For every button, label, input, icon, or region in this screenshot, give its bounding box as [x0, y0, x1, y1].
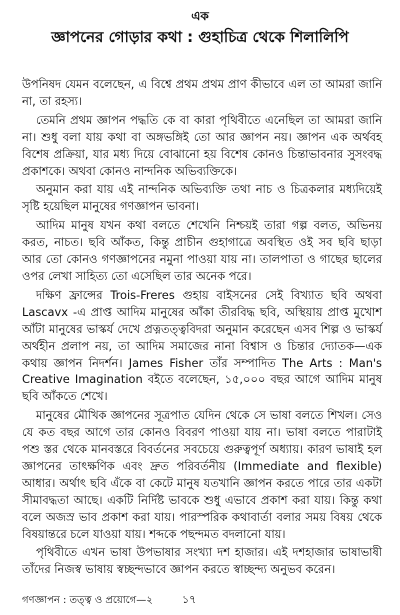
book-footer-label: গণজ্ঞাপন : তত্ত্ব ও প্রয়োগে—২	[22, 595, 153, 606]
paragraph-3: অনুমান করা যায় এই নান্দনিক অভিব্যক্তি তথা নাচ ও চিত্রকলার মধ্যদিয়েই সৃষ্টি হয়েছিল মানুষের গণজ্ঞাপন ভাবনা।	[22, 182, 382, 214]
paragraph-4: আদিম মানুষ যখন কথা বলতে শেখেনি নিশ্চয়ই তারা গল্প বলত, অভিনয় করত, নাচত। ছবি আঁকত, কিন্তু প্রাচীন গুহাগাত্রে অবস্থিত ওই সব ছবি ছাড়া আর তো কোনও গণজ্ঞাপনের নমুনা পাওয়া যায় না। তালপাতা ও গাছের ছালের ওপর লেখা সাহিত্য তো এসেছিল তার অনেক পরে।	[22, 218, 382, 283]
body-text	[22, 76, 382, 578]
page-number: ১৭	[182, 593, 197, 606]
chapter-label: এক	[191, 9, 209, 23]
paragraph-1: উপনিষদ যেমন বলেছেন, এ বিশ্বে প্রথম প্রথম প্রাণ কীভাবে এল তা আমরা জানি না, তা রহস্য।	[22, 77, 382, 108]
chapter-title: জ্ঞাপনের গোড়ার কথা : গুহাচিত্র থেকে শিলালিপি	[51, 28, 349, 46]
paragraph-7: পৃথিবীতে এখন ভাষা উপভাষার সংখ্যা দশ হাজার। এই দশহাজার ভাষাভাষী তাঁদের নিজস্ব ভাষায় স্বচ্ছন্দভাবে জ্ঞাপন করতে স্বাচ্ছন্দ্য অনুভব করেন।	[22, 545, 382, 577]
paragraph-2: তেমনি প্রথম জ্ঞাপন পদ্ধতি কে বা কারা পৃথিবীতে এনেছিল তা আমরা জানি না। শুধু বলা যায় কথা বা অঙ্গভঙ্গিই তো আর জ্ঞাপন নয়। জ্ঞাপন এক অর্থবহ বিশেষ প্রক্রিয়া, যার মধ্য দিয়ে বোঝানো হয় বিশেষ কোনও চিন্তাভাবনার সুসংবদ্ধ প্রকাশকে। অথবা কোনও নান্দনিক অভিব্যক্তিকে।	[22, 112, 382, 178]
paragraph-6: মানুষের মৌখিক জ্ঞাপনের সূত্রপাত যেদিন থেকে সে ভাষা বলতে শিখল। সেও যে কত বছর আগে তার কোনও বিবরণ পাওয়া যায় না। ভাষা বলতে পারাটাই পশু স্তর থেকে মানবস্তরে বিবর্তনের সবচেয়ে গুরুত্বপূর্ণ অধ্যায়। কারণ ভাষাই হল জ্ঞাপনের তাৎক্ষণিক এবং দ্রুত পরিবর্তনীয় (Immediate and flexible) আধার। অর্থাৎ ছবি এঁকে বা কেটে মানুষ যতখানি জ্ঞাপন করতে পারে তার একটা সীমাবদ্ধতা আছে। একটি নির্দিষ্ট ভাবকে শুধু এভাবে প্রকাশ করা যায়। কিন্তু কথা বলে অজস্র ভাব প্রকাশ করা যায়। পারস্পরিক কথাবার্তা বলার সময় বিষয় থেকে বিষয়ান্তরে চলে যাওয়া যায়। শব্দকে পছন্দমত বদলানো যায়।	[22, 408, 382, 541]
paragraph-5: দক্ষিণ ফ্রান্সের Trois-Freres গুহায় বাইসনের সেই বিখ্যাত ছবি অথবা Lascavx -এ প্রাপ্ত আদিম মানুষের আঁকা তীরবিদ্ধ ছবি, অস্থিয়ায় প্রাপ্ত মুখোশ আঁটা মানুষের ভাস্কর্য দেখে প্রত্নতত্ত্ববিদরা অনুমান করেছেন এসব শিল্প ও ভাস্কর্য অর্থহীন প্রলাপ নয়, তা আদিম সমাজের নানা বিশ্বাস ও চিন্তার দ্যোতক—এক কথায় জ্ঞাপন নিদর্শন। James Fisher তাঁর সম্পাদিত The Arts : Man's Creative Imagination বইতে বলেছেন, ১৫,০০০ বছর আগে আদিম মানুষ ছবি আঁকতে শেখে।	[22, 287, 382, 404]
